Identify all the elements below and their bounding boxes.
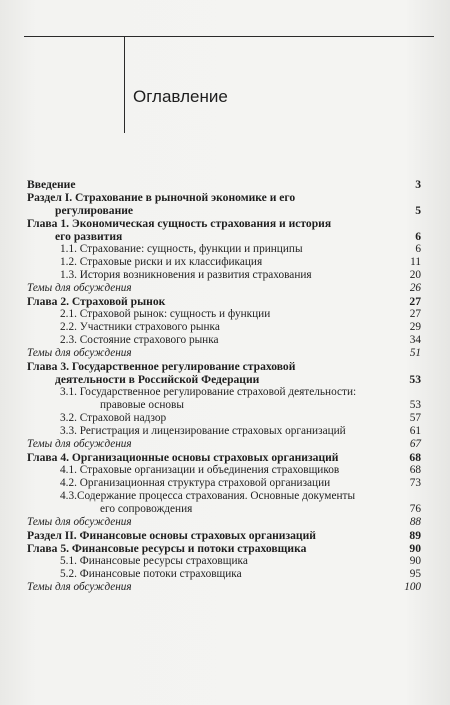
toc-entry [27, 191, 421, 217]
toc-entry-title-block [27, 282, 367, 295]
toc-entry-title: 3.1. Государственное регулирование страховой деятельности: [60, 386, 357, 398]
toc-entry-title: 1.1. Страхование: сущность, функции и принципы [60, 243, 303, 255]
toc-entry-title: 3.3. Регистрация и лицензирование страховых организаций [60, 425, 346, 437]
toc-entry-title: 2.3. Состояние страхового рынка [60, 334, 219, 346]
toc-entry-page-number: 3 [415, 178, 421, 191]
toc-entry-title-block [27, 243, 370, 256]
toc-entry-title-continuation: деятельности в Российской Федерации [55, 373, 260, 386]
toc-entry-title-block [27, 347, 367, 360]
toc-entry-title: 4.3.Содержание процесса страхования. Основные документы [60, 490, 356, 502]
toc-entry-title: Глава 4. Организационные основы страховых организаций [27, 451, 339, 464]
toc-entry-title: Темы для обсуждения [27, 581, 132, 593]
header-vertical-rule [124, 36, 125, 133]
toc-entry-title-continuation: регулирование [55, 204, 134, 217]
toc-entry [27, 282, 421, 295]
toc-entry-title-block [27, 334, 370, 347]
toc-entry-title: Темы для обсуждения [27, 438, 132, 450]
toc-entry-page-number: 57 [409, 412, 421, 424]
toc-entry-title-block [27, 308, 370, 321]
toc-entry-title: Темы для обсуждения [27, 282, 132, 294]
toc-entry-title: Темы для обсуждения [27, 516, 132, 528]
toc-entry-page-number: 6 [415, 230, 421, 243]
toc-entry-page-number: 20 [409, 269, 421, 281]
toc-entry-page-number: 73 [409, 477, 421, 489]
toc-entry-page-number: 67 [409, 438, 421, 450]
toc-entry-title: 5.1. Финансовые ресурсы страховщика [60, 555, 248, 567]
toc-entry [27, 464, 421, 477]
toc-entry [27, 256, 421, 269]
toc-entry-page-number: 53 [409, 399, 421, 411]
toc-entry [27, 217, 421, 243]
toc-entry-title-block [27, 425, 370, 438]
toc-entry-page-number: 61 [409, 425, 421, 437]
toc-entry-title: Глава 2. Страховой рынок [27, 295, 166, 308]
toc-entry-page-number: 68 [409, 464, 421, 476]
toc-entry-title-block [27, 451, 367, 464]
toc-entry-page-number: 89 [409, 529, 421, 542]
toc-entry-page-number: 95 [409, 568, 421, 580]
toc-entry-title-continuation: его развития [55, 230, 123, 243]
toc-entry-title-block [27, 256, 370, 269]
toc-entry-title: 4.1. Страховые организации и объединения страховщиков [60, 464, 340, 476]
table-of-contents [27, 178, 421, 594]
toc-entry-title: 1.2. Страховые риски и их классификация [60, 256, 263, 268]
toc-entry-page-number: 5 [415, 204, 421, 217]
toc-entry-title-continuation: его сопровождения [100, 503, 193, 515]
toc-entry-page-number: 76 [409, 503, 421, 515]
toc-entry-title: Темы для обсуждения [27, 347, 132, 359]
toc-entry-page-number: 29 [409, 321, 421, 333]
toc-entry-title-block [27, 438, 367, 451]
toc-entry [27, 542, 421, 555]
toc-entry-page-number: 90 [409, 555, 421, 567]
toc-entry-page-number: 26 [409, 282, 421, 294]
toc-entry-page-number: 90 [409, 542, 421, 555]
toc-entry [27, 243, 421, 256]
toc-entry [27, 308, 421, 321]
toc-entry-title: Глава 3. Государственное регулирование страховой [27, 360, 296, 373]
toc-entry [27, 295, 421, 308]
toc-entry [27, 425, 421, 438]
toc-entry [27, 581, 421, 594]
toc-entry-title-block [27, 490, 370, 516]
toc-entry [27, 178, 421, 191]
toc-entry [27, 334, 421, 347]
toc-entry-title: 4.2. Организационная структура страховой организации [60, 477, 331, 489]
toc-entry-title-block [27, 581, 367, 594]
toc-entry-title: Раздел I. Страхование в рыночной экономике и его [27, 191, 296, 204]
toc-entry-page-number: 88 [409, 516, 421, 528]
toc-entry-title-block [27, 555, 370, 568]
header-rule [24, 36, 434, 37]
toc-entry-title: 3.2. Страховой надзор [60, 412, 167, 424]
toc-entry [27, 555, 421, 568]
toc-entry-title: 5.2. Финансовые потоки страховщика [60, 568, 242, 580]
toc-entry-title: Глава 1. Экономическая сущность страхования и история [27, 217, 332, 230]
toc-entry [27, 386, 421, 412]
toc-entry [27, 490, 421, 516]
toc-entry-title-block [27, 360, 367, 386]
toc-entry [27, 412, 421, 425]
toc-entry-title: Глава 5. Финансовые ресурсы и потоки страховщика [27, 542, 307, 555]
toc-entry-title: Введение [27, 178, 76, 191]
toc-entry [27, 360, 421, 386]
toc-entry-title-block [27, 542, 367, 555]
toc-entry-page-number: 11 [410, 256, 421, 268]
toc-entry-title-block [27, 269, 370, 282]
toc-entry-page-number: 34 [409, 334, 421, 346]
toc-entry-title: 1.3. История возникновения и развития страхования [60, 269, 312, 281]
toc-entry-page-number: 53 [409, 373, 421, 386]
toc-entry-title-block [27, 516, 367, 529]
toc-entry-title-block [27, 568, 370, 581]
toc-entry [27, 568, 421, 581]
toc-entry [27, 438, 421, 451]
toc-entry-title-block [27, 477, 370, 490]
toc-entry-title-block [27, 386, 370, 412]
toc-entry [27, 529, 421, 542]
toc-entry-title-continuation: правовые основы [100, 399, 184, 411]
toc-entry-page-number: 100 [404, 581, 421, 593]
toc-entry-title-block [27, 191, 367, 217]
toc-entry [27, 269, 421, 282]
toc-entry-title: 2.2. Участники страхового рынка [60, 321, 220, 333]
page-title: Оглавление [133, 87, 228, 106]
toc-entry-title-block [27, 321, 370, 334]
toc-entry [27, 516, 421, 529]
toc-entry-page-number: 51 [409, 347, 421, 359]
toc-entry-page-number: 6 [415, 243, 421, 255]
toc-entry-title-block [27, 295, 367, 308]
toc-entry-title-block [27, 529, 367, 542]
toc-entry-title-block [27, 412, 370, 425]
toc-entry-title: 2.1. Страховой рынок: сущность и функции [60, 308, 271, 320]
toc-entry [27, 321, 421, 334]
toc-entry [27, 347, 421, 360]
toc-entry-title-block [27, 178, 367, 191]
toc-entry [27, 451, 421, 464]
toc-entry-title-block [27, 217, 367, 243]
toc-entry-page-number: 68 [409, 451, 421, 464]
toc-entry-title: Раздел II. Финансовые основы страховых организаций [27, 529, 316, 542]
toc-entry [27, 477, 421, 490]
toc-entry-page-number: 27 [409, 308, 421, 320]
toc-entry-page-number: 27 [409, 295, 421, 308]
toc-entry-title-block [27, 464, 370, 477]
